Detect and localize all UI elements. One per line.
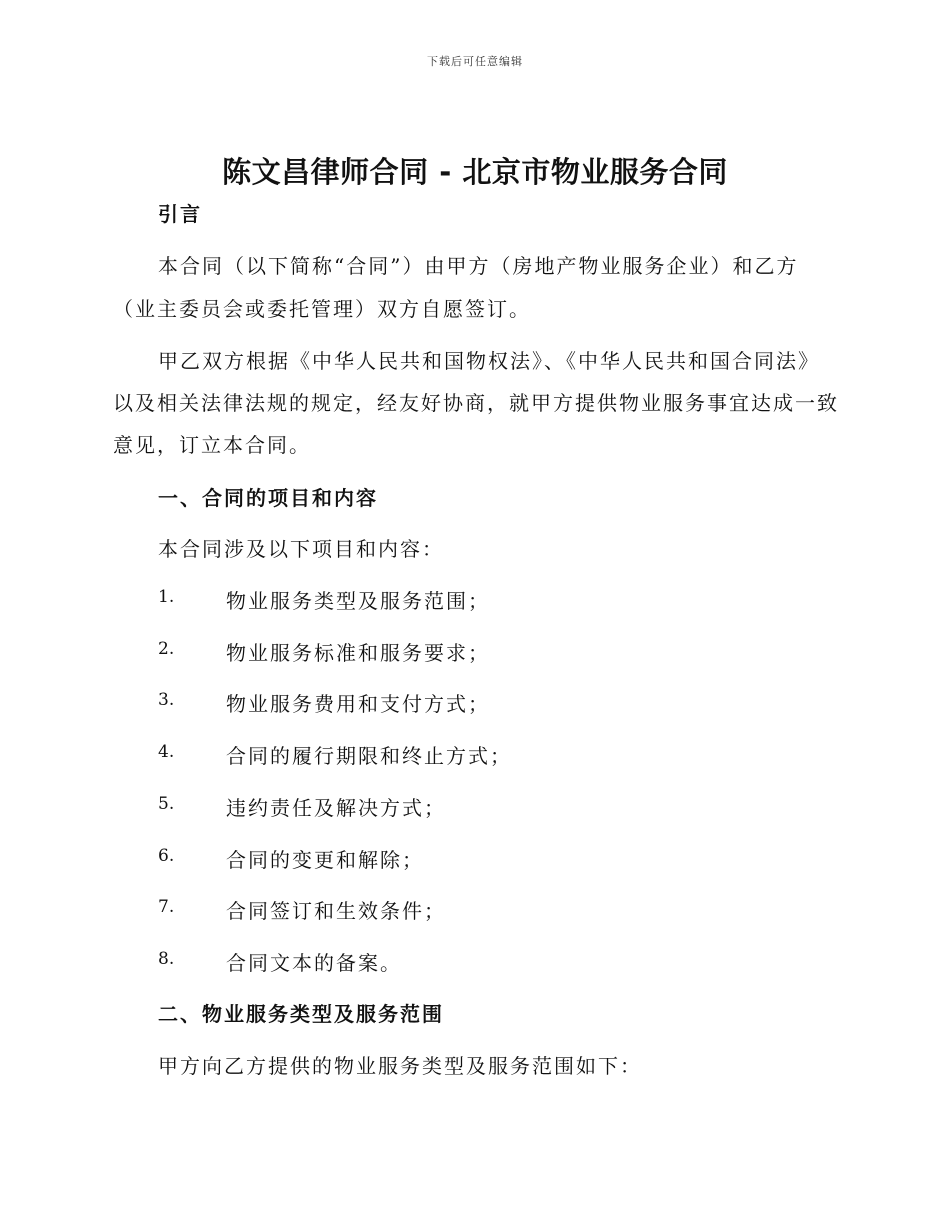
list-item-text: 物业服务费用和支付方式； (226, 692, 490, 716)
list-item-text: 合同签订和生效条件； (226, 899, 446, 923)
intro-paragraph-2-line-2: 以及相关法律法规的规定，经友好协商，就甲方提供物业服务事宜达成一致 (113, 391, 839, 415)
list-item-text: 合同的履行期限和终止方式； (226, 744, 512, 768)
header-note: 下载后可任意编辑 (427, 55, 523, 68)
list-item-number: 3. (158, 690, 175, 710)
list-item-text: 合同的变更和解除； (226, 848, 424, 872)
section-1-lead: 本合同涉及以下项目和内容： (158, 537, 444, 561)
section-2-lead: 甲方向乙方提供的物业服务类型及服务范围如下： (158, 1054, 642, 1078)
list-item-text: 违约责任及解决方式； (226, 796, 446, 820)
intro-paragraph-2-line-1: 甲乙双方根据《中华人民共和国物权法》、《中华人民共和国合同法》 (158, 349, 820, 373)
intro-paragraph-1-line-2: （业主委员会或委托管理）双方自愿签订。 (113, 297, 531, 321)
section-1-heading: 一、合同的项目和内容 (158, 486, 378, 510)
list-item-text: 物业服务类型及服务范围； (226, 589, 490, 613)
list-item-number: 5. (158, 794, 175, 814)
list-item-number: 6. (158, 846, 175, 866)
list-item-text: 合同文本的备案。 (226, 951, 402, 975)
intro-heading: 引言 (158, 202, 202, 226)
list-item-number: 1. (158, 587, 175, 607)
section-2-heading: 二、物业服务类型及服务范围 (158, 1002, 444, 1026)
list-item-number: 7. (158, 897, 175, 917)
intro-paragraph-2-line-3: 意见，订立本合同。 (113, 433, 311, 457)
document-title: 陈文昌律师合同 - 北京市物业服务合同 (222, 155, 728, 189)
list-item-number: 2. (158, 639, 175, 659)
list-item-number: 4. (158, 742, 175, 762)
list-item-text: 物业服务标准和服务要求； (226, 641, 490, 665)
intro-paragraph-1-line-1: 本合同（以下简称“合同”）由甲方（房地产物业服务企业）和乙方 (158, 254, 799, 278)
list-item-number: 8. (158, 949, 175, 969)
